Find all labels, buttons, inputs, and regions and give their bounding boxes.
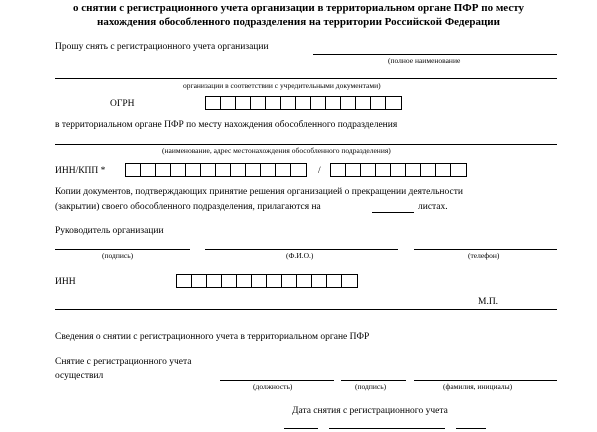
org-name-field-line-2[interactable] — [55, 78, 557, 79]
digit-cell[interactable] — [261, 164, 276, 176]
digit-cell[interactable] — [281, 97, 296, 109]
digit-cell[interactable] — [252, 275, 267, 287]
digit-cell[interactable] — [326, 97, 341, 109]
caption-subdivision-address: (наименование, адрес местонахождения обособленного подразделения) — [162, 146, 391, 155]
performed-label-line-1: Снятие с регистрационного учета — [55, 357, 192, 367]
date-label: Дата снятия с регистрационного учета — [292, 406, 448, 416]
performed-label-line-2: осуществил — [55, 371, 104, 381]
digit-cell[interactable] — [246, 164, 261, 176]
digit-cell[interactable] — [342, 275, 357, 287]
caption-head-phone: (телефон) — [468, 251, 500, 260]
digit-cell[interactable] — [297, 275, 312, 287]
digit-cell[interactable] — [296, 97, 311, 109]
form-title-line-2: нахождения обособленного подразделения на территории Российской Федерации — [97, 16, 500, 28]
head-phone-field[interactable] — [414, 249, 557, 250]
form-title-line-1: о снятии с регистрационного учета организации в территориальном органе ПФР по месту — [73, 2, 524, 14]
digit-cell[interactable] — [391, 164, 406, 176]
section-divider — [55, 309, 557, 310]
inn-label: ИНН — [55, 277, 76, 287]
caption-full-name: (полное наименование — [388, 56, 461, 65]
sheet-count-field[interactable] — [372, 212, 414, 213]
inn-kpp-separator: / — [318, 166, 321, 176]
digit-cell[interactable] — [231, 164, 246, 176]
request-intro: Прошу снять с регистрационного учета организации — [55, 42, 269, 52]
digit-cell[interactable] — [331, 164, 346, 176]
inn-kpp-kpp-cells[interactable] — [330, 163, 467, 177]
subdivision-address-field[interactable] — [55, 144, 557, 145]
date-day-field[interactable] — [284, 428, 318, 429]
inn-kpp-inn-cells[interactable] — [125, 163, 307, 177]
digit-cell[interactable] — [237, 275, 252, 287]
digit-cell[interactable] — [207, 275, 222, 287]
caption-constituent-docs: организации в соответствии с учредительными документами) — [183, 81, 381, 90]
caption-official-name: (фамилия, инициалы) — [443, 382, 513, 391]
digit-cell[interactable] — [171, 164, 186, 176]
digit-cell[interactable] — [376, 164, 391, 176]
digit-cell[interactable] — [341, 97, 356, 109]
territorial-body-text: в территориальном органе ПФР по месту нахождения обособленного подразделения — [55, 120, 398, 130]
digit-cell[interactable] — [141, 164, 156, 176]
caption-position: (должность) — [253, 382, 293, 391]
digit-cell[interactable] — [406, 164, 421, 176]
caption-head-fio: (Ф.И.О.) — [286, 251, 314, 260]
head-fio-field[interactable] — [205, 249, 398, 250]
ogrn-label: ОГРН — [110, 99, 135, 109]
date-month-field[interactable] — [329, 428, 445, 429]
digit-cell[interactable] — [192, 275, 207, 287]
head-signature-field[interactable] — [55, 249, 190, 250]
digit-cell[interactable] — [436, 164, 451, 176]
stamp-place: М.П. — [478, 297, 499, 307]
digit-cell[interactable] — [156, 164, 171, 176]
digit-cell[interactable] — [361, 164, 376, 176]
digit-cell[interactable] — [266, 97, 281, 109]
inn-cells[interactable] — [176, 274, 358, 288]
digit-cell[interactable] — [327, 275, 342, 287]
digit-cell[interactable] — [282, 275, 297, 287]
digit-cell[interactable] — [206, 97, 221, 109]
digit-cell[interactable] — [386, 97, 401, 109]
digit-cell[interactable] — [311, 97, 326, 109]
digit-cell[interactable] — [356, 97, 371, 109]
digit-cell[interactable] — [251, 97, 266, 109]
digit-cell[interactable] — [236, 97, 251, 109]
digit-cell[interactable] — [126, 164, 141, 176]
ogrn-cells[interactable] — [205, 96, 402, 110]
digit-cell[interactable] — [291, 164, 306, 176]
digit-cell[interactable] — [222, 275, 237, 287]
digit-cell[interactable] — [312, 275, 327, 287]
documents-sheets-word: листах. — [418, 202, 448, 212]
digit-cell[interactable] — [216, 164, 231, 176]
inn-kpp-label: ИНН/КПП * — [55, 166, 106, 176]
org-name-field-line-1[interactable] — [313, 54, 557, 55]
digit-cell[interactable] — [371, 97, 386, 109]
digit-cell[interactable] — [276, 164, 291, 176]
digit-cell[interactable] — [201, 164, 216, 176]
head-label: Руководитель организации — [55, 226, 164, 236]
caption-official-signature: (подпись) — [355, 382, 387, 391]
digit-cell[interactable] — [421, 164, 436, 176]
digit-cell[interactable] — [267, 275, 282, 287]
digit-cell[interactable] — [221, 97, 236, 109]
digit-cell[interactable] — [186, 164, 201, 176]
digit-cell[interactable] — [346, 164, 361, 176]
caption-head-signature: (подпись) — [102, 251, 134, 260]
official-signature-field[interactable] — [341, 380, 406, 381]
documents-text-line-2: (закрытии) своего обособленного подразделения, прилагаются на — [55, 202, 321, 212]
deregistration-info-label: Сведения о снятии с регистрационного учета в территориальном органе ПФР — [55, 332, 370, 342]
position-field[interactable] — [220, 380, 334, 381]
digit-cell[interactable] — [451, 164, 466, 176]
documents-text-line-1: Копии документов, подтверждающих принятие решения организацией о прекращении деятельности — [55, 187, 463, 197]
digit-cell[interactable] — [177, 275, 192, 287]
official-name-field[interactable] — [414, 380, 557, 381]
date-year-field[interactable] — [456, 428, 486, 429]
